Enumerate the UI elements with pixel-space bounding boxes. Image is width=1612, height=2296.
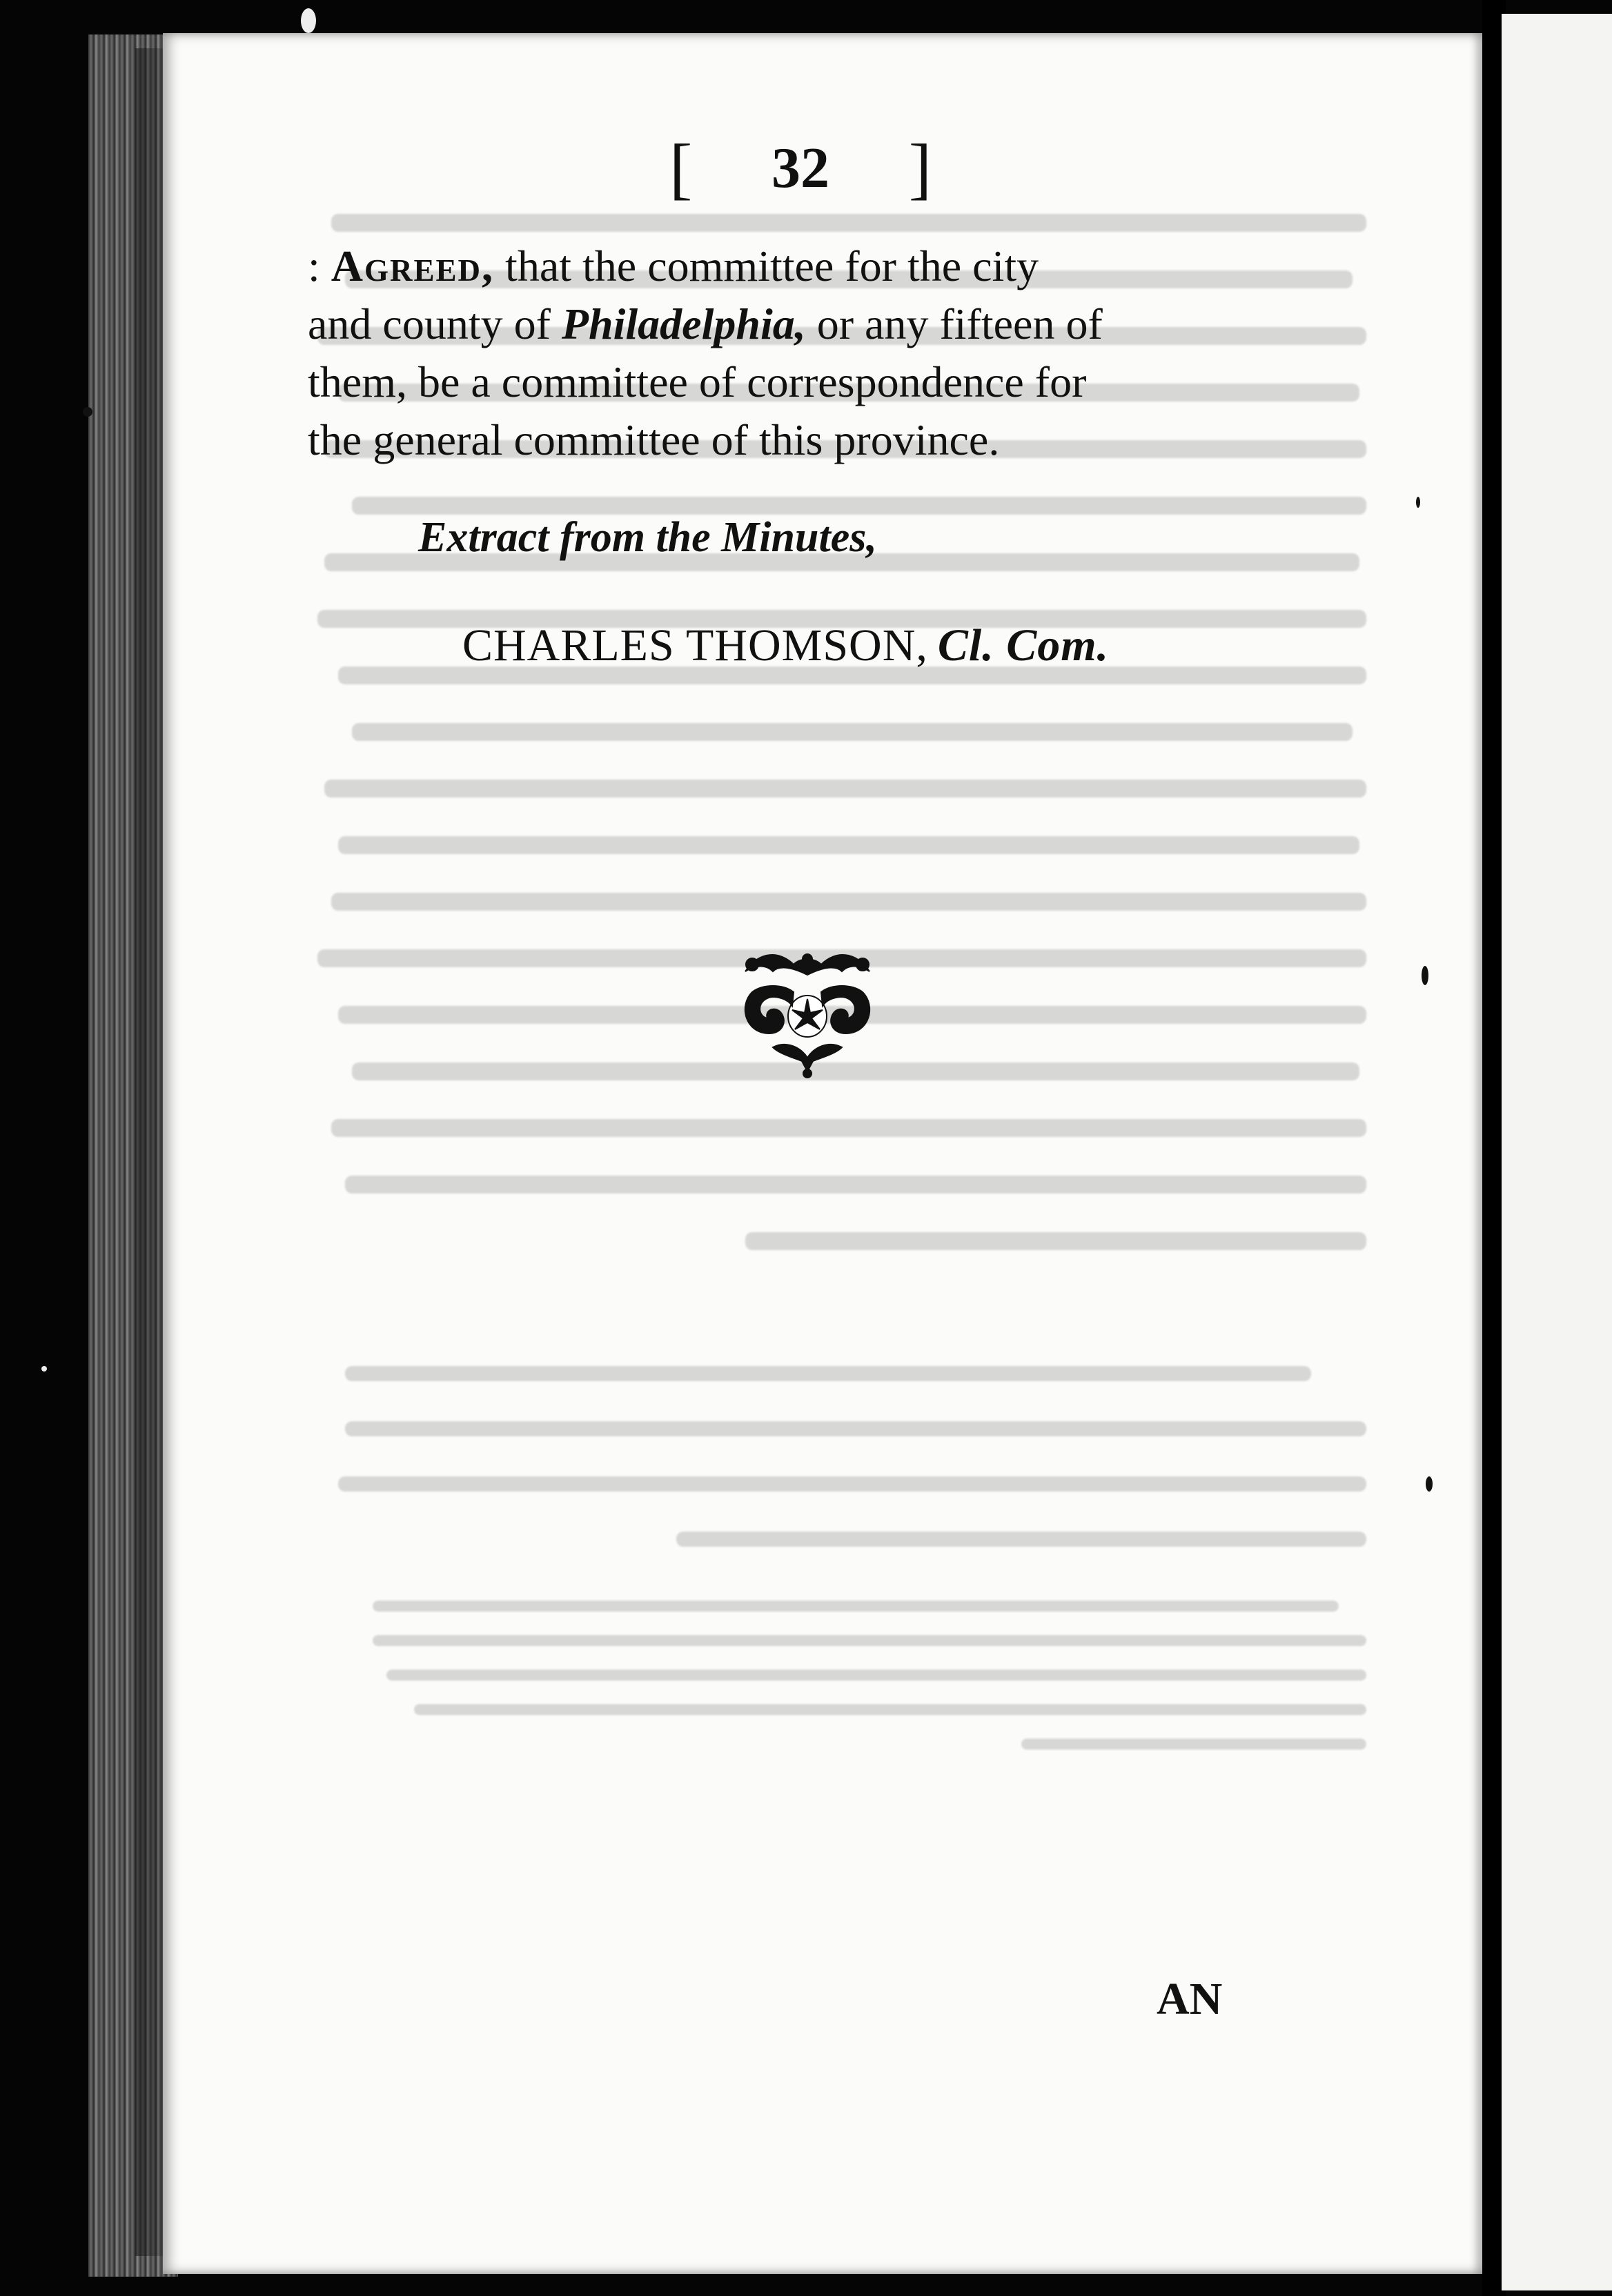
- agreed-word: Agreed,: [331, 241, 495, 290]
- signatory-title: Cl. Com.: [937, 620, 1110, 671]
- line-1-lead: [308, 237, 1039, 295]
- extract-note: Extract from the Minutes,: [418, 514, 877, 561]
- scan-speck: [41, 1366, 47, 1372]
- scan-speck: [301, 8, 316, 33]
- scan-speck: [1416, 497, 1420, 508]
- resolution-paragraph: [308, 237, 1274, 469]
- signatory-name: CHARLES THOMSON,: [462, 620, 928, 671]
- header-bracket-close: ]: [908, 129, 932, 206]
- paragraph-line-3: [308, 353, 1274, 411]
- line-2-tail: or any fifteen of: [805, 299, 1103, 348]
- floral-ornament-icon: [731, 944, 883, 1082]
- line-4-text: the general committee of this province.: [308, 415, 1000, 464]
- line-marker: :: [308, 241, 331, 290]
- paragraph-line-2: [308, 295, 1274, 353]
- page-header: [669, 130, 932, 206]
- paragraph-line-1: [308, 237, 1274, 295]
- scan-speck: [83, 407, 92, 417]
- facing-page-edge: [1502, 14, 1612, 2290]
- scan-speck: [1426, 1476, 1433, 1492]
- philadelphia-word: Philadelphia,: [561, 299, 806, 348]
- paragraph-line-4: [308, 411, 1274, 469]
- header-bracket-open: [: [669, 129, 693, 206]
- line-3-text: them, be a committee of correspondence for: [308, 357, 1087, 406]
- signature-line: [462, 620, 1109, 672]
- line-2-lead: and county of: [308, 299, 562, 348]
- page-number: 32: [771, 135, 829, 200]
- line-2-text: [308, 295, 1103, 353]
- line-1-text: that the committee for the city: [494, 241, 1039, 290]
- scan-speck: [1422, 966, 1428, 985]
- catchword: AN: [1157, 1974, 1223, 2024]
